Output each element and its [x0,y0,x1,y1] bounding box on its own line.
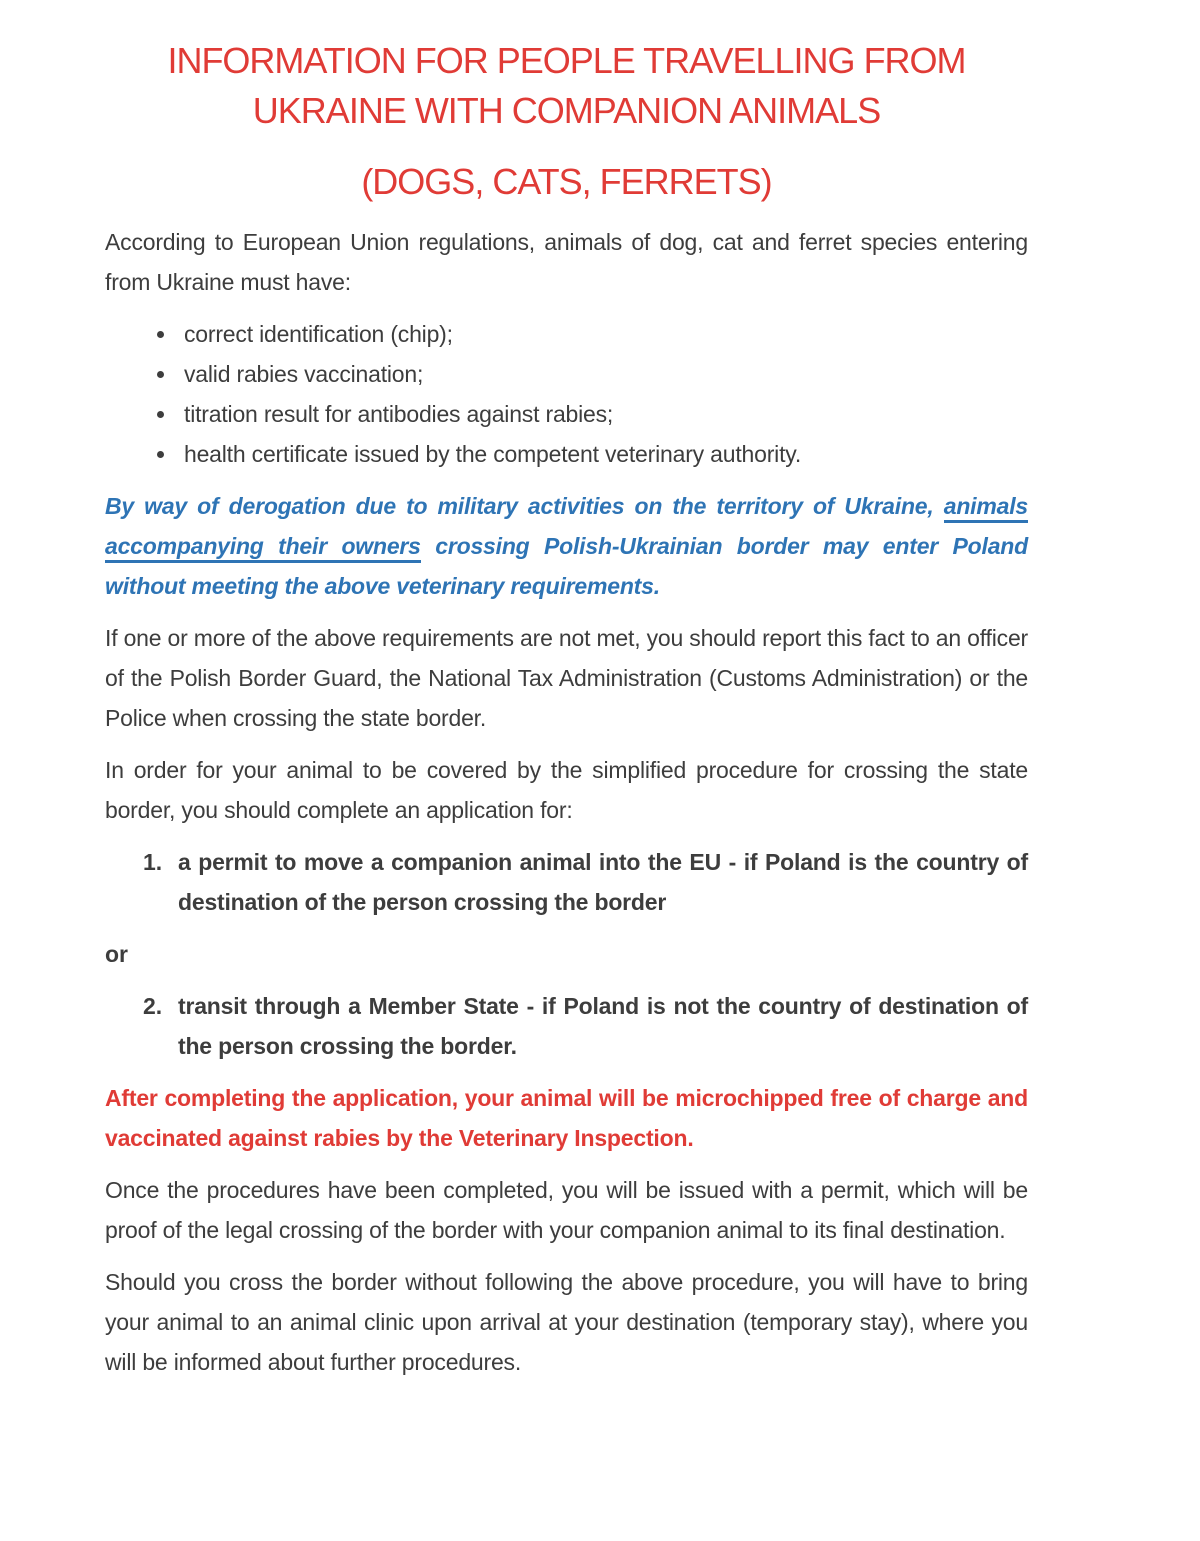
requirement-item: • valid rabies vaccination; [178,354,1028,394]
numbered-option-1 [105,842,1028,922]
document-title: INFORMATION FOR PEOPLE TRAVELLING FROM UKRAINE WITH COMPANION ANIMALS [167,40,966,131]
document-subtitle: (DOGS, CATS, FERRETS) [361,161,772,202]
option-text: a permit to move a companion animal into the EU - if Poland is the country of destination of the person crossing the border [178,849,1028,915]
report-paragraph: If one or more of the above requirements are not met, you should report this fact to an officer of the Polish Border Guard, the National Tax Administration (Customs Administration) or the Police when crossing the state border. [105,625,1028,731]
derogation-text-post: crossing Polish-Ukrainian border may enter Poland without meeting the above veterinary requirements. [105,533,1028,599]
microchip-notice-paragraph: After completing the application, your animal will be microchipped free of charge and vaccinated against rabies by the Veterinary Inspection. [105,1085,1028,1151]
or-connector: or [105,941,128,967]
option-text: transit through a Member State - if Poland is not the country of destination of the person crossing the border. [178,993,1028,1059]
no-procedure-paragraph: Should you cross the border without following the above procedure, you will have to bring your animal to an animal clinic upon arrival at your destination (temporary stay), where you will be informed about further procedures. [105,1269,1028,1375]
underlined-phrase: animals accompanying their owners [105,493,1028,563]
requirement-item: • titration result for antibodies against rabies; [178,394,1028,434]
derogation-text-pre: By way of derogation due to military activities on the territory of Ukraine, [105,493,944,519]
application-intro-paragraph: In order for your animal to be covered by the simplified procedure for crossing the state border, you should complete an application for: [105,757,1028,823]
requirement-item: • health certificate issued by the competent veterinary authority. [178,434,1028,474]
requirements-list [105,314,1028,474]
option-number: 1. [143,849,163,875]
derogation-paragraph [105,486,1028,606]
permit-info-paragraph: Once the procedures have been completed, you will be issued with a permit, which will be proof of the legal crossing of the border with your companion animal to its final destination. [105,1177,1028,1243]
numbered-option-2 [105,986,1028,1066]
intro-paragraph: According to European Union regulations, animals of dog, cat and ferret species entering from Ukraine must have: [105,229,1028,295]
option-number: 2. [143,993,163,1019]
requirement-item: • correct identification (chip); [178,314,1028,354]
